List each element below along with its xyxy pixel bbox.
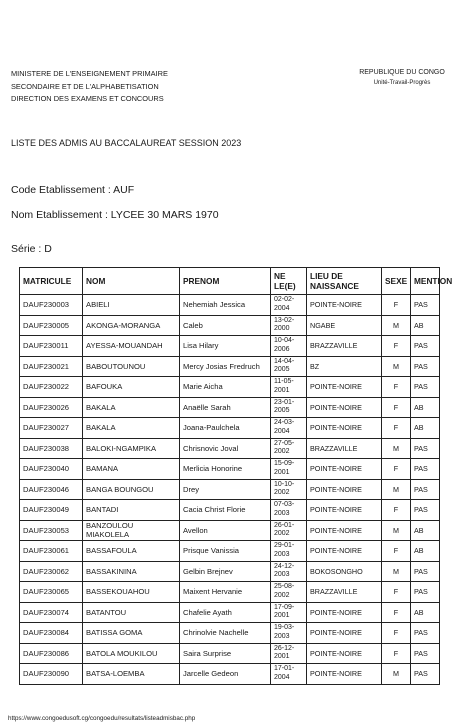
- cell-nom: BAFOUKA: [83, 377, 180, 398]
- cell-matricule: DAUF230027: [20, 418, 83, 439]
- table-row: [20, 438, 440, 459]
- cell-matricule: DAUF230074: [20, 602, 83, 623]
- cell-prenom: Marie Aicha: [180, 377, 271, 398]
- table-row: [20, 561, 440, 582]
- cell-matricule: DAUF230065: [20, 582, 83, 603]
- cell-prenom: Anaëlle Sarah: [180, 397, 271, 418]
- table-row: [20, 377, 440, 398]
- cell-date-naissance: 19-03-2003: [271, 623, 307, 644]
- ministry-line: SECONDAIRE ET DE L'ALPHABETISATION: [11, 81, 159, 91]
- col-header-sexe: SEXE: [382, 268, 411, 295]
- cell-sexe: F: [382, 643, 411, 664]
- cell-date-naissance: 17-01-2004: [271, 664, 307, 685]
- cell-matricule: DAUF230086: [20, 643, 83, 664]
- cell-matricule: DAUF230022: [20, 377, 83, 398]
- table-row: [20, 602, 440, 623]
- cell-nom: BAKALA: [83, 418, 180, 439]
- cell-nom: BATISSA GOMA: [83, 623, 180, 644]
- cell-sexe: F: [382, 418, 411, 439]
- table-row: [20, 623, 440, 644]
- table-row: [20, 315, 440, 336]
- cell-lieu-naissance: POINTE-NOIRE: [307, 602, 382, 623]
- ministry-line: MINISTERE DE L'ENSEIGNEMENT PRIMAIRE: [11, 69, 168, 78]
- cell-nom: BATOLA MOUKILOU: [83, 643, 180, 664]
- cell-mention: PAS: [411, 295, 440, 316]
- ministry-line: DIRECTION DES EXAMENS ET CONCOURS: [11, 94, 164, 103]
- cell-nom: ABIELI: [83, 295, 180, 316]
- table-row: [20, 397, 440, 418]
- ministry-header: [11, 68, 168, 106]
- cell-lieu-naissance: POINTE-NOIRE: [307, 459, 382, 480]
- admis-table: [19, 267, 453, 685]
- cell-prenom: Chrinolvie Nachelle: [180, 623, 271, 644]
- table-row: [20, 520, 440, 541]
- cell-prenom: Nehemiah Jessica: [180, 295, 271, 316]
- cell-matricule: DAUF230011: [20, 336, 83, 357]
- serie-label: Série : D: [11, 243, 52, 255]
- cell-sexe: F: [382, 582, 411, 603]
- cell-lieu-naissance: POINTE-NOIRE: [307, 295, 382, 316]
- cell-nom: BAKALA: [83, 397, 180, 418]
- cell-nom: BANTADI: [83, 500, 180, 521]
- table-row: [20, 336, 440, 357]
- cell-date-naissance: 14-04-2005: [271, 356, 307, 377]
- table-body: [20, 295, 440, 685]
- col-header-matricule: MATRICULE: [20, 268, 83, 295]
- cell-lieu-naissance: POINTE-NOIRE: [307, 643, 382, 664]
- cell-lieu-naissance: BZ: [307, 356, 382, 377]
- table-row: [20, 459, 440, 480]
- cell-sexe: F: [382, 541, 411, 562]
- cell-date-naissance: 17-09-2001: [271, 602, 307, 623]
- cell-sexe: F: [382, 459, 411, 480]
- cell-sexe: F: [382, 295, 411, 316]
- cell-sexe: M: [382, 664, 411, 685]
- cell-matricule: DAUF230046: [20, 479, 83, 500]
- cell-prenom: Caleb: [180, 315, 271, 336]
- cell-mention: AB: [411, 315, 440, 336]
- cell-prenom: Gelbin Brejnev: [180, 561, 271, 582]
- cell-prenom: Drey: [180, 479, 271, 500]
- cell-matricule: DAUF230038: [20, 438, 83, 459]
- cell-prenom: Mercy Josias Fredruch: [180, 356, 271, 377]
- cell-sexe: M: [382, 356, 411, 377]
- cell-prenom: Joana-Paulchela: [180, 418, 271, 439]
- table-header-row: [20, 268, 440, 295]
- cell-matricule: DAUF230053: [20, 520, 83, 541]
- cell-date-naissance: 11-05-2001: [271, 377, 307, 398]
- cell-nom: AYESSA-MOUANDAH: [83, 336, 180, 357]
- cell-prenom: Avellon: [180, 520, 271, 541]
- cell-sexe: F: [382, 500, 411, 521]
- table-row: [20, 479, 440, 500]
- cell-sexe: M: [382, 315, 411, 336]
- cell-matricule: DAUF230090: [20, 664, 83, 685]
- cell-mention: PAS: [411, 479, 440, 500]
- cell-mention: AB: [411, 397, 440, 418]
- cell-mention: PAS: [411, 643, 440, 664]
- cell-nom: BATSA-LOEMBA: [83, 664, 180, 685]
- cell-prenom: Merlicia Honorine: [180, 459, 271, 480]
- cell-sexe: M: [382, 438, 411, 459]
- cell-nom: BANGA BOUNGOU: [83, 479, 180, 500]
- cell-mention: PAS: [411, 356, 440, 377]
- cell-date-naissance: 02-02-2004: [271, 295, 307, 316]
- cell-lieu-naissance: BRAZZAVILLE: [307, 582, 382, 603]
- table-row: [20, 541, 440, 562]
- cell-nom: BANZOULOU MIAKOLELA: [83, 520, 180, 541]
- cell-prenom: Chafelie Ayath: [180, 602, 271, 623]
- cell-mention: PAS: [411, 664, 440, 685]
- cell-sexe: F: [382, 377, 411, 398]
- cell-date-naissance: 15-09-2001: [271, 459, 307, 480]
- table-row: [20, 500, 440, 521]
- cell-matricule: DAUF230049: [20, 500, 83, 521]
- cell-mention: PAS: [411, 377, 440, 398]
- cell-sexe: M: [382, 520, 411, 541]
- cell-lieu-naissance: POINTE-NOIRE: [307, 377, 382, 398]
- cell-date-naissance: 24-03-2004: [271, 418, 307, 439]
- table-row: [20, 664, 440, 685]
- document-title: LISTE DES ADMIS AU BACCALAUREAT SESSION 2023: [11, 138, 242, 148]
- cell-matricule: DAUF230003: [20, 295, 83, 316]
- cell-prenom: Saira Surprise: [180, 643, 271, 664]
- cell-lieu-naissance: POINTE-NOIRE: [307, 541, 382, 562]
- cell-prenom: Cacia Christ Florie: [180, 500, 271, 521]
- cell-prenom: Prisque Vanissia: [180, 541, 271, 562]
- footer-url: https://www.congoedusoft.cg/congoedu/resultats/listeadmisbac.php: [8, 715, 196, 722]
- cell-date-naissance: 10-04-2006: [271, 336, 307, 357]
- republic-name: REPUBLIQUE DU CONGO: [359, 69, 445, 76]
- cell-lieu-naissance: NGABE: [307, 315, 382, 336]
- cell-sexe: F: [382, 336, 411, 357]
- cell-nom: BAMANA: [83, 459, 180, 480]
- cell-date-naissance: 27-05-2002: [271, 438, 307, 459]
- cell-nom: BASSAFOULA: [83, 541, 180, 562]
- cell-nom: BATANTOU: [83, 602, 180, 623]
- cell-matricule: DAUF230062: [20, 561, 83, 582]
- republic-motto: Unité-Travail-Progrès: [373, 80, 431, 86]
- cell-prenom: Maixent Hervanie: [180, 582, 271, 603]
- cell-sexe: F: [382, 602, 411, 623]
- cell-matricule: DAUF230084: [20, 623, 83, 644]
- cell-lieu-naissance: POINTE-NOIRE: [307, 500, 382, 521]
- cell-date-naissance: 23-01-2005: [271, 397, 307, 418]
- cell-lieu-naissance: POINTE-NOIRE: [307, 664, 382, 685]
- cell-lieu-naissance: BRAZZAVILLE: [307, 336, 382, 357]
- republic-header: [342, 68, 462, 88]
- cell-sexe: M: [382, 479, 411, 500]
- col-header-nom: NOM: [83, 268, 180, 295]
- cell-mention: AB: [411, 418, 440, 439]
- cell-date-naissance: 26-12-2001: [271, 643, 307, 664]
- cell-mention: PAS: [411, 500, 440, 521]
- cell-lieu-naissance: POINTE-NOIRE: [307, 479, 382, 500]
- cell-sexe: F: [382, 397, 411, 418]
- table-row: [20, 418, 440, 439]
- cell-date-naissance: 25-08-2002: [271, 582, 307, 603]
- cell-mention: PAS: [411, 623, 440, 644]
- cell-nom: AKONGA-MORANGA: [83, 315, 180, 336]
- cell-nom: BASSEKOUAHOU: [83, 582, 180, 603]
- cell-date-naissance: 26-01-2002: [271, 520, 307, 541]
- table-row: [20, 643, 440, 664]
- code-etablissement: Code Etablissement : AUF: [11, 184, 135, 196]
- cell-mention: PAS: [411, 582, 440, 603]
- cell-lieu-naissance: POINTE-NOIRE: [307, 418, 382, 439]
- cell-matricule: DAUF230021: [20, 356, 83, 377]
- cell-matricule: DAUF230040: [20, 459, 83, 480]
- col-header-prenom: PRENOM: [180, 268, 271, 295]
- cell-matricule: DAUF230061: [20, 541, 83, 562]
- cell-prenom: Jarcelle Gedeon: [180, 664, 271, 685]
- cell-mention: PAS: [411, 561, 440, 582]
- table-row: [20, 582, 440, 603]
- cell-date-naissance: 29-01-2003: [271, 541, 307, 562]
- cell-nom: BASSAKININA: [83, 561, 180, 582]
- col-header-mention: MENTION: [411, 268, 440, 295]
- cell-matricule: DAUF230005: [20, 315, 83, 336]
- cell-sexe: F: [382, 623, 411, 644]
- cell-lieu-naissance: POINTE-NOIRE: [307, 397, 382, 418]
- cell-mention: PAS: [411, 459, 440, 480]
- nom-etablissement: Nom Etablissement : LYCEE 30 MARS 1970: [11, 209, 219, 221]
- cell-prenom: Lisa Hilary: [180, 336, 271, 357]
- cell-matricule: DAUF230026: [20, 397, 83, 418]
- cell-sexe: M: [382, 561, 411, 582]
- cell-lieu-naissance: POINTE-NOIRE: [307, 623, 382, 644]
- cell-date-naissance: 24-12-2003: [271, 561, 307, 582]
- cell-lieu-naissance: BRAZZAVILLE: [307, 438, 382, 459]
- cell-mention: PAS: [411, 438, 440, 459]
- cell-date-naissance: 07-03-2003: [271, 500, 307, 521]
- cell-nom: BALOKI-NGAMPIKA: [83, 438, 180, 459]
- cell-date-naissance: 13-02-2000: [271, 315, 307, 336]
- col-header-lieu: LIEU DE NAISSANCE: [307, 268, 382, 295]
- cell-lieu-naissance: POINTE-NOIRE: [307, 520, 382, 541]
- cell-mention: AB: [411, 520, 440, 541]
- table-row: [20, 295, 440, 316]
- cell-mention: PAS: [411, 336, 440, 357]
- cell-mention: AB: [411, 602, 440, 623]
- col-header-ne-le: NE LE(E): [271, 268, 307, 295]
- table-row: [20, 356, 440, 377]
- cell-mention: AB: [411, 541, 440, 562]
- cell-lieu-naissance: BOKOSONGHO: [307, 561, 382, 582]
- cell-date-naissance: 10-10-2002: [271, 479, 307, 500]
- cell-nom: BABOUTOUNOU: [83, 356, 180, 377]
- cell-prenom: Chrisnovic Joval: [180, 438, 271, 459]
